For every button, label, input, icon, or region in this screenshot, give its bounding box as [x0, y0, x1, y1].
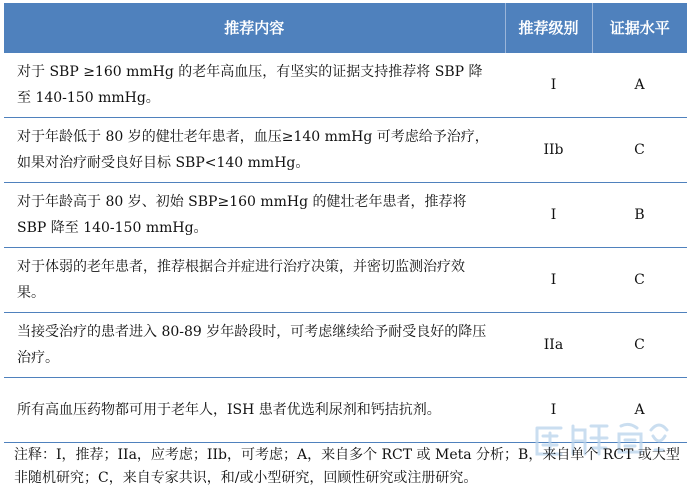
- table-footnote: 注释：I，推荐；IIa，应考虑；IIb，可考虑；A，来自多个 RCT 或 Meta 分析；B，来自单个 RCT 或大型非随机研究；C，来自专家共识，和/或小型研究，回顾性研究或注册研究。: [14, 447, 680, 486]
- recommendation-class: I: [505, 248, 592, 313]
- table-header: [4, 3, 687, 53]
- recommendation-class: I: [505, 53, 592, 118]
- evidence-level: B: [592, 183, 687, 248]
- recommendation-text: 所有高血压药物都可用于老年人，ISH 患者优选利尿剂和钙拮抗剂。: [4, 378, 505, 443]
- recommendation-class: IIb: [505, 118, 592, 183]
- evidence-level: C: [592, 313, 687, 378]
- recommendation-class: IIa: [505, 313, 592, 378]
- evidence-level: C: [592, 118, 687, 183]
- table-row: [4, 313, 687, 378]
- recommendation-class: I: [505, 378, 592, 443]
- table-body: [4, 53, 687, 443]
- recommendation-table: [4, 3, 687, 443]
- recommendation-text: 对于体弱的老年患者，推荐根据合并症进行治疗决策，并密切监测治疗效果。: [4, 248, 505, 313]
- table-row: [4, 53, 687, 118]
- recommendation-text: 对于年龄低于 80 岁的健壮老年患者，血压≥140 mmHg 可考虑给予治疗，如果对治疗耐受良好目标 SBP<140 mmHg。: [4, 118, 505, 183]
- recommendation-text: 对于 SBP ≥160 mmHg 的老年高血压，有坚实的证据支持推荐将 SBP 降至 140-150 mmHg。: [4, 53, 505, 118]
- recommendation-text: 当接受治疗的患者进入 80-89 岁年龄段时，可考虑继续给予耐受良好的降压治疗。: [4, 313, 505, 378]
- evidence-level: A: [592, 53, 687, 118]
- table-row: [4, 248, 687, 313]
- header-class: 推荐级别: [505, 3, 592, 53]
- recommendation-class: I: [505, 183, 592, 248]
- evidence-level: A: [592, 378, 687, 443]
- header-level: 证据水平: [592, 3, 687, 53]
- recommendation-text: 对于年龄高于 80 岁、初始 SBP≥160 mmHg 的健壮老年患者，推荐将 SBP 降至 140-150 mmHg。: [4, 183, 505, 248]
- evidence-level: C: [592, 248, 687, 313]
- table-row: [4, 183, 687, 248]
- header-content: 推荐内容: [4, 3, 505, 53]
- table-row: [4, 378, 687, 443]
- table-row: [4, 118, 687, 183]
